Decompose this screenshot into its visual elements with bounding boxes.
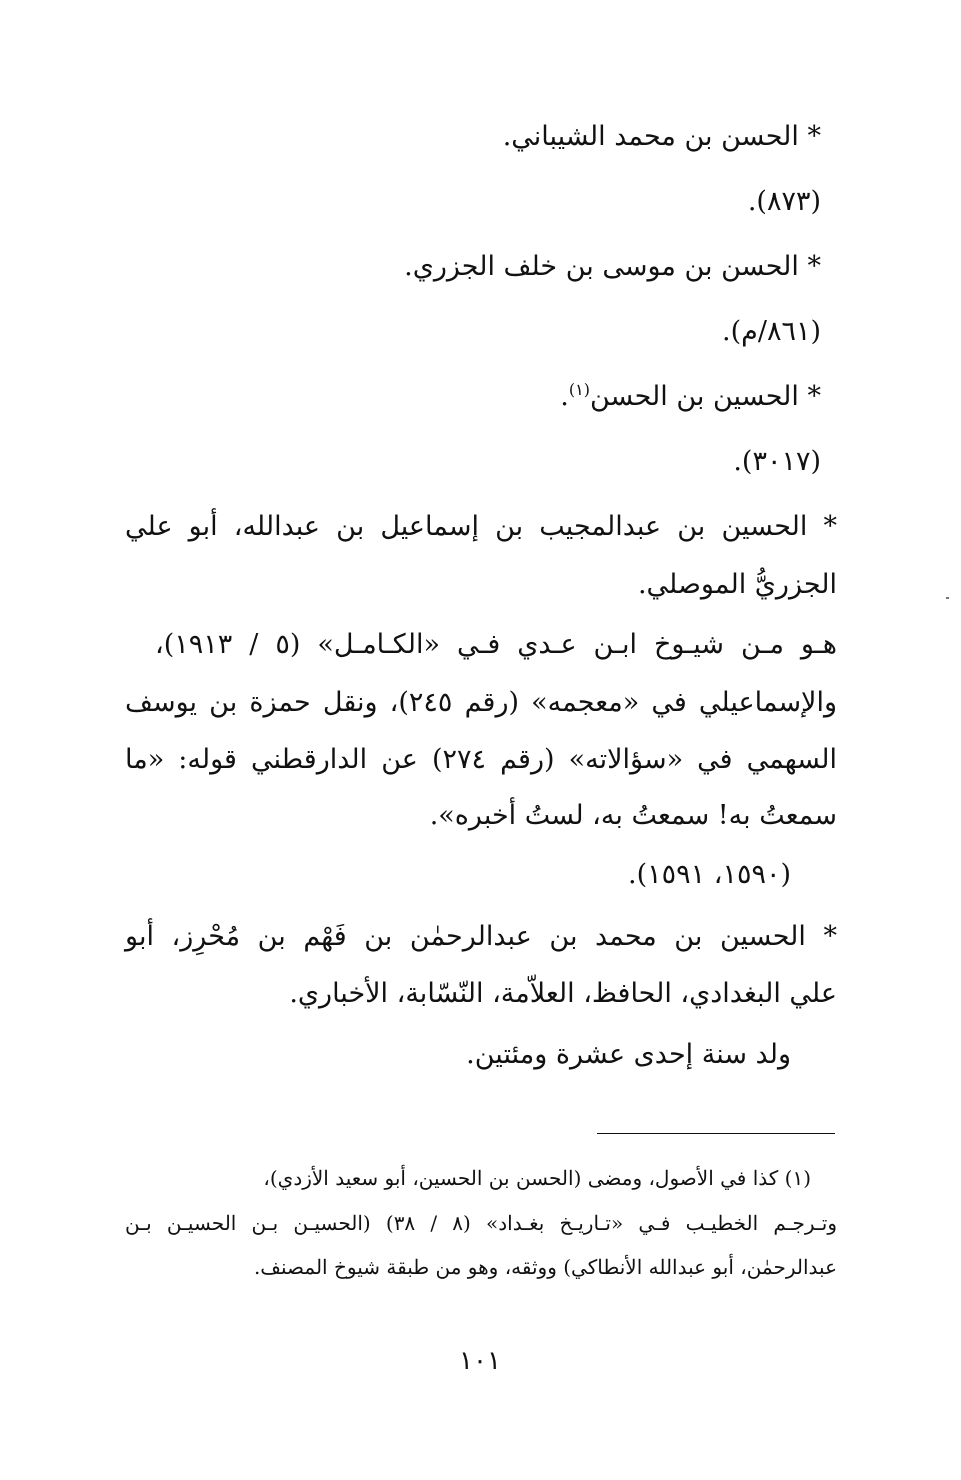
- body-paragraph-line: ولد سنة إحدى عشرة ومئتين.: [466, 1039, 791, 1070]
- entry-reference: (٨٦١/م).: [722, 316, 821, 347]
- footnote-line: (١) كذا في الأصول، ومضى (الحسن بن الحسين، أبو سعيد الأزدي)،: [263, 1166, 811, 1190]
- body-paragraph-line: والإسماعيلي في «معجمه» (رقم ٢٤٥)، ونقل حمزة بن يوسف: [125, 687, 837, 718]
- entry-reference: (١٥٩٠، ١٥٩١).: [628, 859, 791, 890]
- entry-heading-text: * الحسين بن الحسن: [589, 381, 821, 412]
- body-paragraph-line: السهمي في «سؤالاته» (رقم ٢٧٤) عن الدارقطني قوله: «ما: [125, 744, 837, 775]
- entry-heading: * الحسن بن موسى بن خلف الجزري.: [404, 251, 821, 282]
- footnote-line: وتـرجـم الخطيـب فـي «تـاريـخ بغـداد» (٨ / ٣٨) (الحسيـن بـن الحسيـن بـن: [125, 1211, 838, 1235]
- entry-heading: * الحسين بن محمد بن عبدالرحمٰن بن فَهْم بن مُحْرِز، أبو: [125, 921, 837, 952]
- body-paragraph-line: هـو مـن شيـوخ ابـن عـدي فـي «الكـامـل» (٥ / ١٩١٣)،: [155, 629, 838, 660]
- entry-heading-tail: .: [560, 381, 569, 412]
- body-paragraph-line: سمعتُ به! سمعتُ به، لستُ أخبره».: [429, 800, 837, 831]
- entry-reference: (٣٠١٧).: [733, 446, 821, 477]
- entry-heading: [560, 377, 821, 417]
- footnote-marker: (١): [568, 380, 590, 399]
- entry-heading: * الحسن بن محمد الشيباني.: [502, 121, 821, 152]
- page-number: ١٠١: [459, 1346, 501, 1376]
- footnote-line: عبدالرحمٰن، أبو عبدالله الأنطاكي) ووثقه، وهو من طبقة شيوخ المصنف.: [253, 1255, 837, 1279]
- entry-reference: (٨٧٣).: [747, 186, 821, 217]
- footnote-separator: [597, 1133, 835, 1134]
- entry-heading: * الحسين بن عبدالمجيب بن إسماعيل بن عبدالله، أبو علي: [125, 511, 837, 542]
- entry-heading-continued: علي البغدادي، الحافظ، العلاّمة، النّسّابة، الأخباري.: [289, 978, 837, 1009]
- entry-heading-continued: الجزريُّ الموصلي.: [637, 569, 837, 600]
- scan-speck: [946, 597, 949, 599]
